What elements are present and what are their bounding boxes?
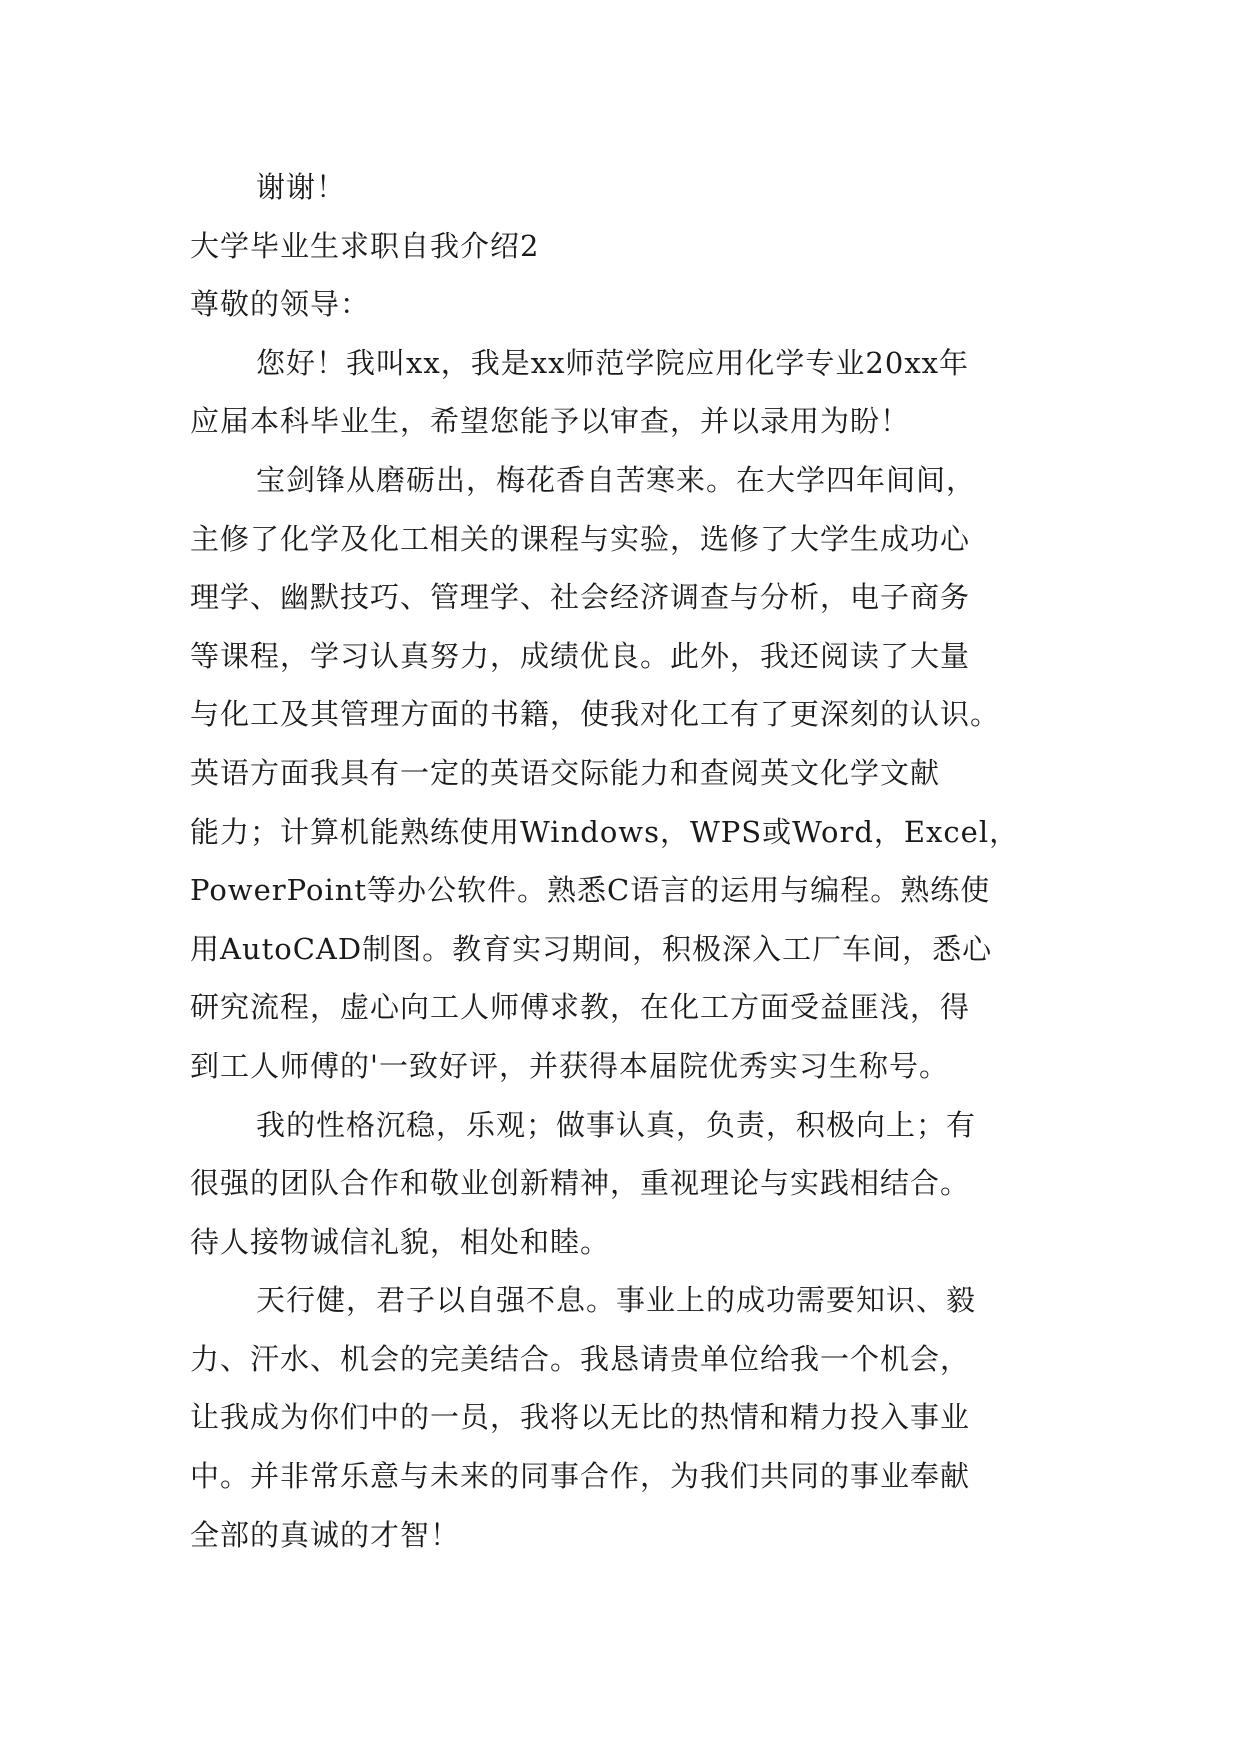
paragraph-2-line-5: 与化工及其管理方面的书籍，使我对化工有了更深刻的认识。 xyxy=(190,697,1001,732)
document-page xyxy=(190,158,1070,1564)
closing-thanks: 谢谢！ xyxy=(256,170,347,204)
paragraph-4-line-5: 全部的真诚的才智！ xyxy=(190,1517,461,1552)
paragraph-3-line-1: 我的性格沉稳，乐观；做事认真，负责，积极向上；有 xyxy=(256,1107,977,1142)
paragraph-4-line-3: 让我成为你们中的一员，我将以无比的热情和精力投入事业 xyxy=(190,1400,971,1435)
paragraph-3-line-3: 待人接物诚信礼貌，相处和睦。 xyxy=(190,1224,611,1259)
paragraph-2-line-9: 用AutoCAD制图。教育实习期间，积极深入工厂车间，悉心 xyxy=(190,931,993,966)
paragraph-1-line-1: 您好！我叫xx，我是xx师范学院应用化学专业20xx年 xyxy=(256,345,970,380)
paragraph-2-line-7: 能力；计算机能熟练使用Windows，WPS或Word，Excel， xyxy=(190,814,1020,849)
paragraph-2-line-11: 到工人师傅的'一致好评，并获得本届院优秀实习生称号。 xyxy=(190,1048,949,1083)
paragraph-2-line-3: 理学、幽默技巧、管理学、社会经济调查与分析，电子商务 xyxy=(190,580,971,615)
paragraph-2-line-4: 等课程，学习认真努力，成绩优良。此外，我还阅读了大量 xyxy=(190,638,971,673)
paragraph-4-line-4: 中。并非常乐意与未来的同事合作，为我们共同的事业奉献 xyxy=(190,1459,971,1494)
paragraph-2-line-1: 宝剑锋从磨砺出，梅花香自苦寒来。在大学四年间间， xyxy=(256,462,977,497)
paragraph-2-line-10: 研究流程，虚心向工人师傅求教，在化工方面受益匪浅，得 xyxy=(190,990,971,1025)
document-title: 大学毕业生求职自我介绍2 xyxy=(190,228,540,263)
paragraph-4-line-2: 力、汗水、机会的完美结合。我恳请贵单位给我一个机会， xyxy=(190,1341,971,1376)
paragraph-3-line-2: 很强的团队合作和敬业创新精神，重视理论与实践相结合。 xyxy=(190,1166,971,1201)
paragraph-2-line-6: 英语方面我具有一定的英语交际能力和查阅英文化学文献 xyxy=(190,755,941,790)
paragraph-2-line-2: 主修了化学及化工相关的课程与实验，选修了大学生成功心 xyxy=(190,521,971,556)
paragraph-1-line-2: 应届本科毕业生，希望您能予以审查，并以录用为盼！ xyxy=(190,404,911,439)
paragraph-4-line-1: 天行健，君子以自强不息。事业上的成功需要知识、毅 xyxy=(256,1283,977,1318)
paragraph-2-line-8: PowerPoint等办公软件。熟悉C语言的运用与编程。熟练使 xyxy=(190,873,991,908)
salutation: 尊敬的领导： xyxy=(190,287,371,322)
